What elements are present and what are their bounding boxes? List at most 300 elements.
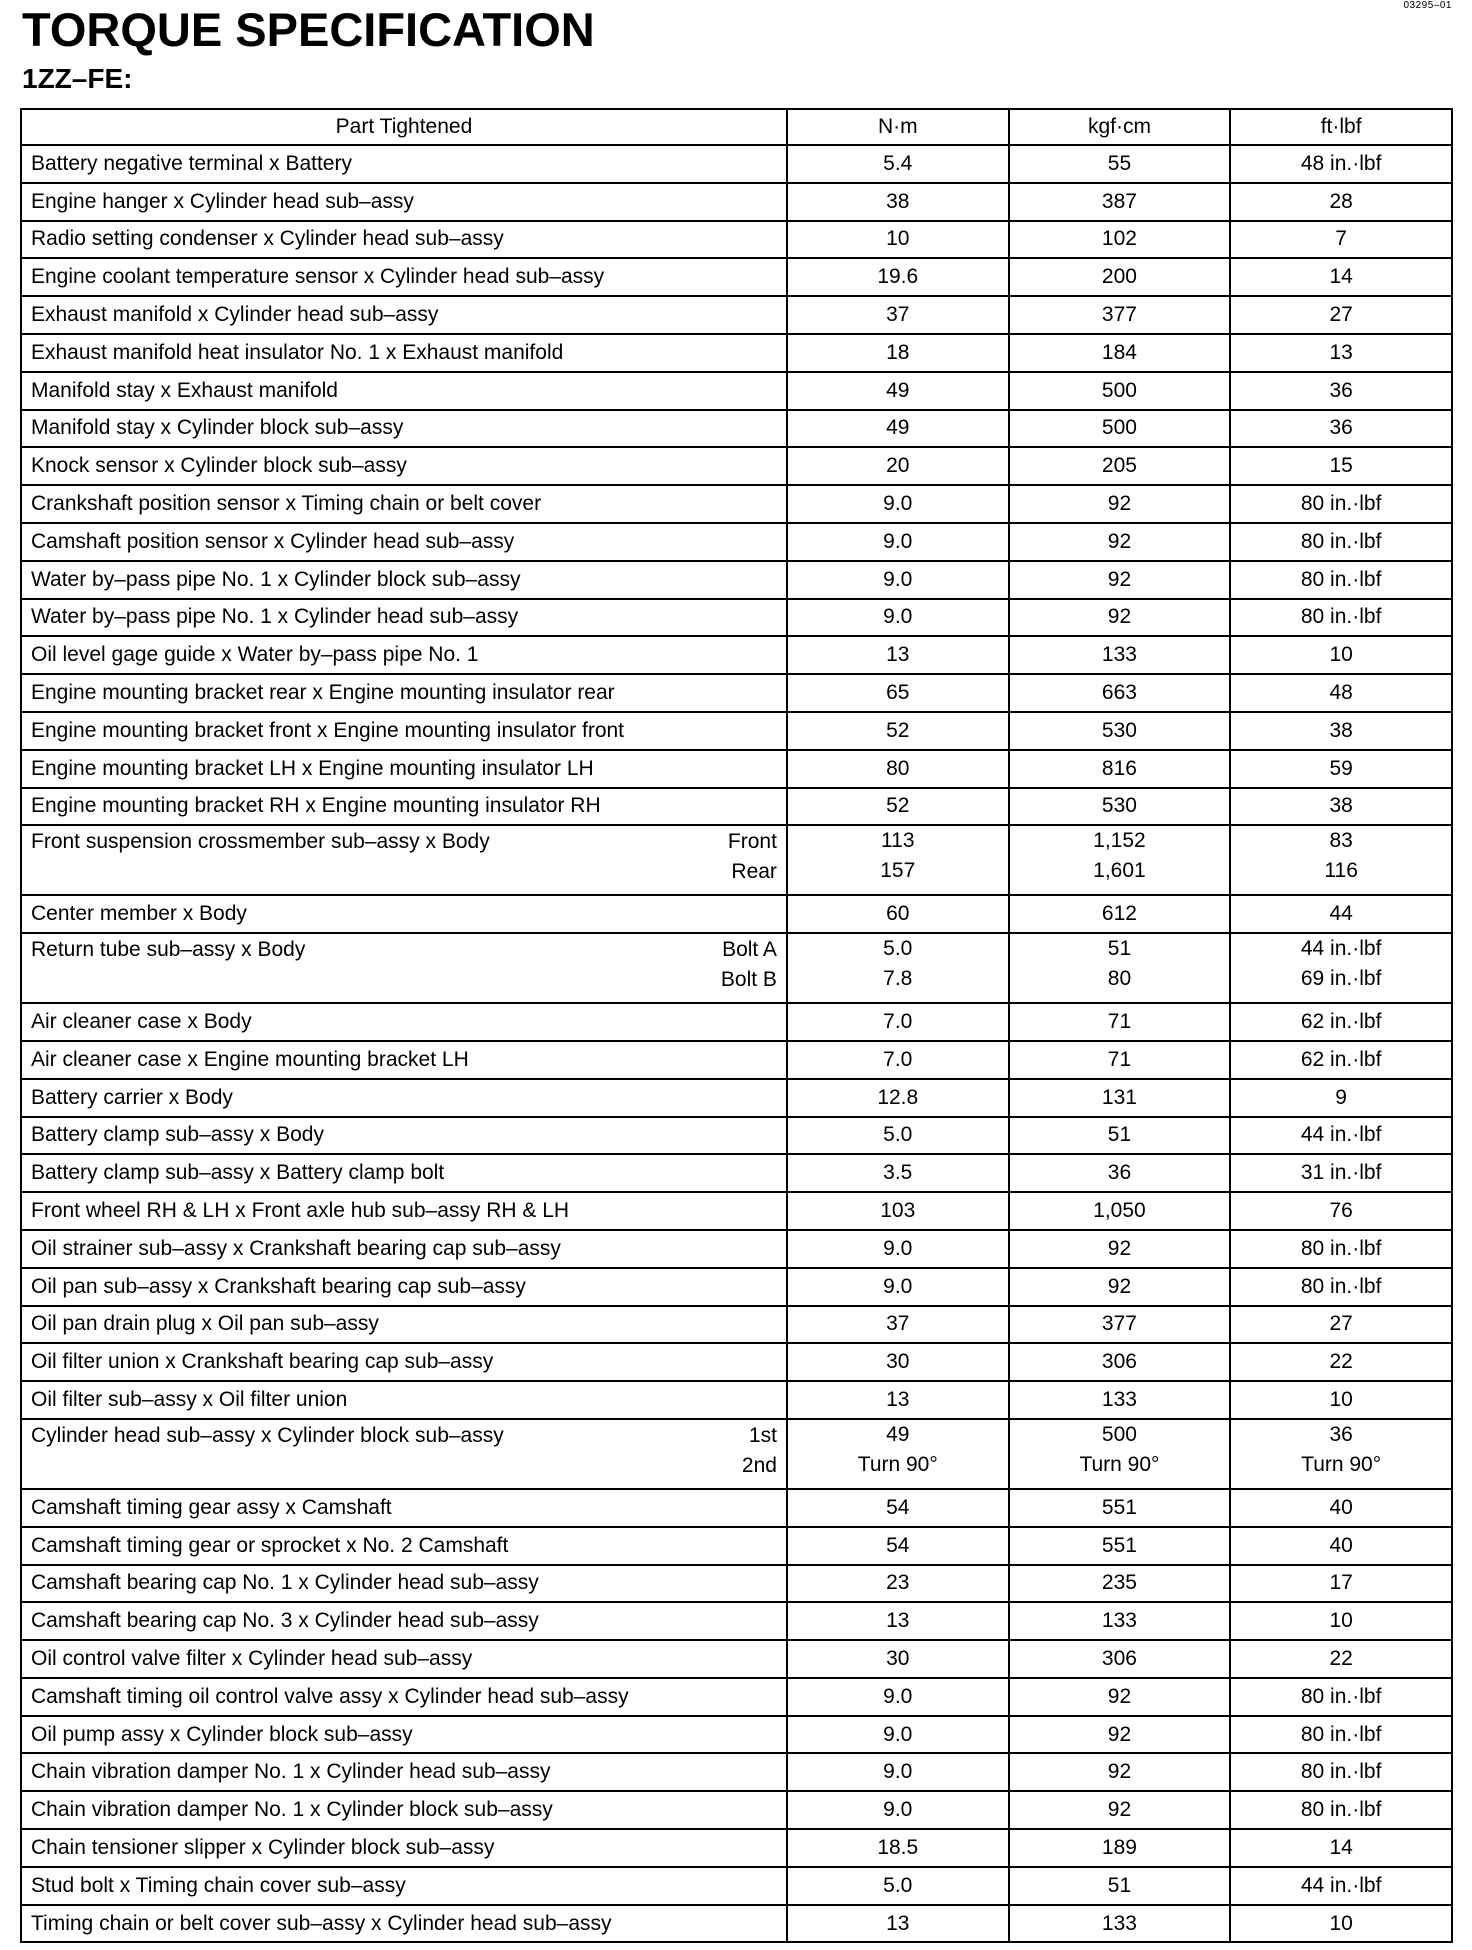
part-tightened-cell [21, 1905, 787, 1943]
kgf-cm-value-cell [1009, 1640, 1231, 1678]
ft-lbf-value-cell [1230, 1867, 1452, 1905]
kgf-cm-value: 92 [1107, 492, 1132, 516]
part-tightened-cell [21, 674, 787, 712]
nm-value-cell [787, 561, 1009, 599]
table-row [21, 523, 1452, 561]
part-tightened-cell [21, 1791, 787, 1829]
ft-lbf-value: Turn 90° [1301, 1452, 1382, 1476]
part-cell-content [31, 300, 777, 330]
kgf-cm-value-cell [1009, 334, 1231, 372]
ft-lbf-value-cell [1230, 1565, 1452, 1603]
kgf-cm-value-cell [1009, 372, 1231, 410]
nm-value: Turn 90° [857, 1452, 938, 1476]
part-tightened-cell [21, 561, 787, 599]
ft-lbf-value: 48 [1329, 681, 1353, 705]
ft-lbf-value: 80 in.·lbf [1300, 605, 1382, 629]
ft-lbf-value-cell [1230, 750, 1452, 788]
kgf-cm-value: 133 [1101, 643, 1137, 667]
part-name: Engine mounting bracket RH x Engine mounting insulator RH [31, 794, 601, 818]
kgf-cm-value: 551 [1101, 1533, 1137, 1557]
ft-lbf-value-cell [1230, 334, 1452, 372]
ft-lbf-value: 27 [1329, 303, 1353, 327]
part-cell-content [31, 376, 777, 406]
nm-value: 23 [886, 1571, 910, 1595]
part-tightened-cell [21, 1867, 787, 1905]
kgf-cm-value-cell [1009, 561, 1231, 599]
nm-value: 7.8 [883, 967, 913, 991]
nm-value: 13 [886, 1388, 910, 1411]
table-row [21, 334, 1452, 372]
nm-value: 60 [886, 902, 910, 926]
nm-value-cell [787, 1419, 1009, 1489]
part-name: Manifold stay x Exhaust manifold [31, 378, 338, 402]
part-tightened-cell [21, 372, 787, 410]
kgf-cm-value-cell [1009, 1268, 1231, 1306]
part-name: Front suspension crossmember sub–assy x Body [31, 830, 490, 854]
nm-value: 10 [886, 227, 910, 251]
ft-lbf-value: 36 [1329, 378, 1353, 402]
kgf-cm-value-cell [1009, 1791, 1231, 1829]
part-name: Camshaft bearing cap No. 3 x Cylinder head sub–assy [31, 1609, 539, 1633]
ft-lbf-value: 40 [1329, 1533, 1353, 1557]
ft-lbf-value-cell [1230, 1079, 1452, 1117]
table-row [21, 825, 1452, 895]
kgf-cm-value: 51 [1107, 937, 1132, 961]
table-row [21, 1716, 1452, 1754]
ft-lbf-value: 83 [1329, 829, 1353, 853]
kgf-cm-value: 500 [1101, 416, 1137, 440]
part-tightened-cell [21, 933, 787, 1003]
nm-value-cell [787, 674, 1009, 712]
part-cell-content [31, 1234, 777, 1264]
nm-value: 30 [886, 1646, 910, 1670]
part-tightened-cell [21, 1716, 787, 1754]
nm-value: 54 [886, 1533, 910, 1557]
ft-lbf-value: 44 in.·lbf [1300, 1873, 1382, 1897]
table-row [21, 1565, 1452, 1603]
condition-label: 2nd [741, 1453, 777, 1477]
part-tightened-cell [21, 447, 787, 485]
kgf-cm-value: 133 [1101, 1911, 1137, 1935]
part-name: Oil pump assy x Cylinder block sub–assy [31, 1722, 413, 1746]
ft-lbf-value-cell [1230, 145, 1452, 183]
kgf-cm-value: 377 [1101, 303, 1137, 327]
table-row [21, 372, 1452, 410]
kgf-cm-value: 92 [1107, 1684, 1132, 1708]
part-cell-content [31, 1272, 777, 1302]
ft-lbf-value-cell [1230, 788, 1452, 826]
part-name: Battery carrier x Body [31, 1085, 233, 1109]
kgf-cm-value-cell [1009, 485, 1231, 523]
part-cell-content [31, 678, 777, 708]
nm-value: 13 [886, 643, 910, 667]
ft-lbf-value-cell [1230, 1602, 1452, 1640]
part-cell-content [31, 791, 777, 821]
kgf-cm-value: 184 [1101, 340, 1137, 364]
part-name: Engine mounting bracket rear x Engine mounting insulator rear [31, 681, 615, 705]
part-cell-content [31, 1493, 777, 1523]
nm-value-cell [787, 1905, 1009, 1943]
kgf-cm-value-cell [1009, 1829, 1231, 1867]
part-name: Engine coolant temperature sensor x Cylinder head sub–assy [31, 265, 605, 289]
part-cell-content [31, 602, 777, 632]
ft-lbf-value-cell [1230, 825, 1452, 895]
kgf-cm-value-cell [1009, 1527, 1231, 1565]
table-row [21, 145, 1452, 183]
part-tightened-cell [21, 410, 787, 448]
ft-lbf-value: 15 [1329, 454, 1353, 478]
ft-lbf-value-cell [1230, 183, 1452, 221]
nm-value-cell [787, 1867, 1009, 1905]
nm-value: 12.8 [877, 1085, 919, 1109]
part-cell-content [31, 1871, 777, 1901]
part-tightened-cell [21, 1117, 787, 1155]
nm-value: 30 [886, 1350, 910, 1374]
part-cell-content [31, 1421, 777, 1481]
nm-value: 20 [886, 454, 910, 478]
ft-lbf-value: 80 in.·lbf [1300, 1236, 1382, 1260]
nm-value-cell [787, 1117, 1009, 1155]
torque-table-body [21, 145, 1452, 1942]
kgf-cm-value-cell [1009, 1565, 1231, 1603]
nm-value: 9.0 [883, 1798, 913, 1822]
engine-model-subtitle: 1ZZ–FE: [22, 63, 133, 94]
ft-lbf-value-cell [1230, 1905, 1452, 1943]
nm-value: 157 [880, 859, 916, 883]
table-row [21, 712, 1452, 750]
part-name: Exhaust manifold heat insulator No. 1 x Exhaust manifold [31, 340, 564, 364]
kgf-cm-value-cell [1009, 933, 1231, 1003]
ft-lbf-value: 80 in.·lbf [1300, 567, 1382, 591]
table-row [21, 183, 1452, 221]
part-name: Timing chain or belt cover sub–assy x Cylinder head sub–assy [31, 1911, 612, 1935]
ft-lbf-value-cell [1230, 1419, 1452, 1489]
part-tightened-cell [21, 1602, 787, 1640]
nm-value: 13 [886, 1609, 910, 1633]
ft-lbf-value-cell [1230, 1791, 1452, 1829]
nm-value: 65 [886, 681, 910, 705]
kgf-cm-value: 80 [1107, 967, 1132, 991]
part-name: Oil filter sub–assy x Oil filter union [31, 1388, 348, 1411]
part-tightened-cell [21, 183, 787, 221]
ft-lbf-value-cell [1230, 372, 1452, 410]
part-cell-content [31, 262, 777, 292]
nm-value: 38 [886, 189, 910, 213]
part-name: Air cleaner case x Engine mounting bracket LH [31, 1047, 469, 1071]
nm-value: 9.0 [883, 1274, 913, 1298]
nm-value-cell [787, 1230, 1009, 1268]
part-cell-content [31, 489, 777, 519]
part-cell-content [31, 224, 777, 254]
header-nm: N·m [787, 109, 1009, 145]
part-name: Camshaft timing oil control valve assy x Cylinder head sub–assy [31, 1684, 629, 1708]
part-cell-content [31, 451, 777, 481]
ft-lbf-value-cell [1230, 1192, 1452, 1230]
part-cell-content [31, 338, 777, 368]
kgf-cm-value: 306 [1101, 1646, 1137, 1670]
part-name: Front wheel RH & LH x Front axle hub sub–assy RH & LH [31, 1199, 570, 1223]
part-name: Engine hanger x Cylinder head sub–assy [31, 189, 414, 213]
part-cell-content [31, 935, 777, 995]
nm-value: 80 [886, 756, 910, 780]
part-cell-content [31, 827, 777, 887]
ft-lbf-value: 44 in.·lbf [1300, 937, 1382, 961]
nm-value: 9.0 [883, 605, 913, 629]
ft-lbf-value-cell [1230, 523, 1452, 561]
ft-lbf-value-cell [1230, 895, 1452, 933]
kgf-cm-value-cell [1009, 447, 1231, 485]
part-name: Return tube sub–assy x Body [31, 938, 306, 962]
kgf-cm-value-cell [1009, 1117, 1231, 1155]
page-title: TORQUE SPECIFICATION [22, 3, 595, 56]
condition-labels [742, 1421, 777, 1481]
part-name: Engine mounting bracket front x Engine mounting insulator front [31, 718, 625, 742]
kgf-cm-value: Turn 90° [1079, 1452, 1160, 1476]
nm-value: 18.5 [877, 1835, 919, 1859]
ft-lbf-value-cell [1230, 1306, 1452, 1344]
table-row [21, 674, 1452, 712]
ft-lbf-value: 10 [1329, 1609, 1353, 1633]
table-row [21, 1306, 1452, 1344]
kgf-cm-value: 92 [1107, 1722, 1132, 1746]
kgf-cm-value-cell [1009, 1343, 1231, 1381]
kgf-cm-value: 530 [1101, 718, 1137, 742]
table-row [21, 1230, 1452, 1268]
ft-lbf-value-cell [1230, 1041, 1452, 1079]
part-cell-content [31, 1682, 777, 1712]
kgf-cm-value: 189 [1101, 1835, 1137, 1859]
header-part-tightened: Part Tightened [21, 109, 787, 145]
part-cell-content [31, 1083, 777, 1113]
kgf-cm-value-cell [1009, 599, 1231, 637]
condition-label: Bolt A [722, 938, 777, 962]
ft-lbf-value: 36 [1329, 1422, 1353, 1446]
table-row [21, 1678, 1452, 1716]
kgf-cm-value: 131 [1101, 1085, 1137, 1109]
part-name: Air cleaner case x Body [31, 1010, 252, 1034]
kgf-cm-value-cell [1009, 410, 1231, 448]
condition-label: 1st [748, 1423, 777, 1447]
ft-lbf-value: 80 in.·lbf [1300, 1274, 1382, 1298]
ft-lbf-value-cell [1230, 296, 1452, 334]
ft-lbf-value-cell [1230, 674, 1452, 712]
nm-value: 9.0 [883, 492, 913, 516]
kgf-cm-value: 92 [1107, 605, 1132, 629]
table-row [21, 788, 1452, 826]
part-tightened-cell [21, 1565, 787, 1603]
ft-lbf-value-cell [1230, 485, 1452, 523]
ft-lbf-value-cell [1230, 599, 1452, 637]
ft-lbf-value-cell [1230, 636, 1452, 674]
part-tightened-cell [21, 1230, 787, 1268]
nm-value: 52 [886, 794, 910, 818]
part-name: Chain tensioner slipper x Cylinder block sub–assy [31, 1835, 495, 1859]
table-row [21, 1419, 1452, 1489]
kgf-cm-value: 500 [1101, 378, 1137, 402]
ft-lbf-value-cell [1230, 1268, 1452, 1306]
kgf-cm-value: 133 [1101, 1609, 1137, 1633]
ft-lbf-value: 80 in.·lbf [1300, 1722, 1382, 1746]
part-name: Cylinder head sub–assy x Cylinder block sub–assy [31, 1423, 504, 1447]
kgf-cm-value: 92 [1107, 529, 1132, 553]
ft-lbf-value: 80 in.·lbf [1300, 492, 1382, 516]
condition-label: Rear [731, 860, 777, 884]
table-row [21, 1791, 1452, 1829]
kgf-cm-value: 92 [1107, 1236, 1132, 1260]
kgf-cm-value-cell [1009, 712, 1231, 750]
nm-value: 9.0 [883, 1722, 913, 1746]
table-row [21, 1192, 1452, 1230]
ft-lbf-value: 44 [1329, 902, 1353, 926]
nm-value-cell [787, 372, 1009, 410]
part-cell-content [31, 1196, 777, 1226]
table-row [21, 485, 1452, 523]
part-name: Camshaft timing gear or sprocket x No. 2 Camshaft [31, 1533, 509, 1557]
ft-lbf-value: 14 [1329, 1835, 1353, 1859]
kgf-cm-value-cell [1009, 1079, 1231, 1117]
nm-value-cell [787, 447, 1009, 485]
part-tightened-cell [21, 1306, 787, 1344]
kgf-cm-value-cell [1009, 1867, 1231, 1905]
kgf-cm-value-cell [1009, 221, 1231, 259]
header-ft-lbf: ft·lbf [1230, 109, 1452, 145]
part-name: Water by–pass pipe No. 1 x Cylinder head sub–assy [31, 605, 519, 629]
ft-lbf-value: 36 [1329, 416, 1353, 440]
part-cell-content [31, 1007, 777, 1037]
kgf-cm-value: 55 [1107, 151, 1132, 175]
ft-lbf-value: 10 [1329, 643, 1353, 667]
kgf-cm-value-cell [1009, 1678, 1231, 1716]
table-row [21, 221, 1452, 259]
table-row [21, 561, 1452, 599]
part-tightened-cell [21, 1192, 787, 1230]
nm-value-cell [787, 258, 1009, 296]
part-name: Oil filter union x Crankshaft bearing cap sub–assy [31, 1350, 494, 1374]
part-tightened-cell [21, 599, 787, 637]
kgf-cm-value-cell [1009, 145, 1231, 183]
part-cell-content [31, 1309, 777, 1339]
ft-lbf-value: 116 [1324, 859, 1358, 883]
nm-value-cell [787, 712, 1009, 750]
ft-lbf-value: 80 in.·lbf [1300, 529, 1382, 553]
nm-value-cell [787, 636, 1009, 674]
ft-lbf-value: 38 [1329, 718, 1353, 742]
nm-value-cell [787, 1753, 1009, 1791]
nm-value-cell [787, 1268, 1009, 1306]
ft-lbf-value: 14 [1329, 265, 1353, 289]
ft-lbf-value-cell [1230, 1489, 1452, 1527]
table-row [21, 1117, 1452, 1155]
part-cell-content [31, 754, 777, 784]
nm-value: 37 [886, 303, 910, 327]
kgf-cm-value-cell [1009, 1230, 1231, 1268]
part-tightened-cell [21, 1003, 787, 1041]
kgf-cm-value: 51 [1107, 1873, 1132, 1897]
table-row [21, 1343, 1452, 1381]
nm-value-cell [787, 296, 1009, 334]
part-name: Engine mounting bracket LH x Engine mounting insulator LH [31, 756, 594, 780]
table-row [21, 750, 1452, 788]
part-cell-content [31, 1347, 777, 1377]
ft-lbf-value-cell [1230, 1829, 1452, 1867]
nm-value-cell [787, 1829, 1009, 1867]
table-row [21, 1829, 1452, 1867]
part-name: Knock sensor x Cylinder block sub–assy [31, 454, 407, 478]
table-row [21, 296, 1452, 334]
ft-lbf-value-cell [1230, 258, 1452, 296]
kgf-cm-value: 500 [1101, 1422, 1137, 1446]
table-row [21, 447, 1452, 485]
kgf-cm-value: 530 [1101, 794, 1137, 818]
table-row [21, 1753, 1452, 1791]
nm-value-cell [787, 933, 1009, 1003]
part-cell-content [31, 1531, 777, 1561]
part-cell-content [31, 1045, 777, 1075]
nm-value: 49 [886, 378, 910, 402]
table-row [21, 1867, 1452, 1905]
kgf-cm-value-cell [1009, 788, 1231, 826]
kgf-cm-value: 1,601 [1093, 859, 1146, 883]
part-cell-content [31, 1909, 777, 1939]
ft-lbf-value: 9 [1335, 1085, 1347, 1109]
kgf-cm-value: 816 [1101, 756, 1137, 780]
nm-value-cell [787, 1003, 1009, 1041]
kgf-cm-value: 102 [1101, 227, 1137, 251]
nm-value: 113 [881, 829, 915, 853]
nm-value-cell [787, 1343, 1009, 1381]
kgf-cm-value-cell [1009, 1419, 1231, 1489]
part-name: Chain vibration damper No. 1 x Cylinder head sub–assy [31, 1760, 551, 1784]
part-tightened-cell [21, 712, 787, 750]
kgf-cm-value-cell [1009, 674, 1231, 712]
ft-lbf-value: 10 [1329, 1911, 1353, 1935]
nm-value-cell [787, 788, 1009, 826]
table-row [21, 1003, 1452, 1041]
nm-value-cell [787, 1565, 1009, 1603]
kgf-cm-value: 306 [1101, 1350, 1137, 1374]
ft-lbf-value: 22 [1329, 1646, 1353, 1670]
ft-lbf-value: 27 [1329, 1312, 1353, 1336]
table-row [21, 895, 1452, 933]
nm-value-cell [787, 410, 1009, 448]
part-tightened-cell [21, 1154, 787, 1192]
part-name: Oil control valve filter x Cylinder head sub–assy [31, 1646, 473, 1670]
kgf-cm-value-cell [1009, 523, 1231, 561]
ft-lbf-value: 80 in.·lbf [1300, 1798, 1382, 1822]
kgf-cm-value: 71 [1107, 1047, 1132, 1071]
ft-lbf-value-cell [1230, 1003, 1452, 1041]
kgf-cm-value-cell [1009, 1716, 1231, 1754]
ft-lbf-value-cell [1230, 1527, 1452, 1565]
nm-value-cell [787, 1079, 1009, 1117]
table-row [21, 258, 1452, 296]
part-name: Battery negative terminal x Battery [31, 151, 352, 175]
nm-value: 3.5 [883, 1161, 913, 1185]
ft-lbf-value-cell [1230, 1117, 1452, 1155]
ft-lbf-value: 69 in.·lbf [1300, 967, 1382, 991]
part-name: Battery clamp sub–assy x Battery clamp bolt [31, 1161, 445, 1185]
part-name: Oil level gage guide x Water by–pass pipe No. 1 [31, 643, 479, 667]
nm-value-cell [787, 1306, 1009, 1344]
part-tightened-cell [21, 895, 787, 933]
ft-lbf-value-cell [1230, 1154, 1452, 1192]
ft-lbf-value: 80 in.·lbf [1300, 1760, 1382, 1784]
kgf-cm-value-cell [1009, 636, 1231, 674]
part-tightened-cell [21, 825, 787, 895]
ft-lbf-value-cell [1230, 447, 1452, 485]
kgf-cm-value-cell [1009, 1041, 1231, 1079]
nm-value-cell [787, 1154, 1009, 1192]
